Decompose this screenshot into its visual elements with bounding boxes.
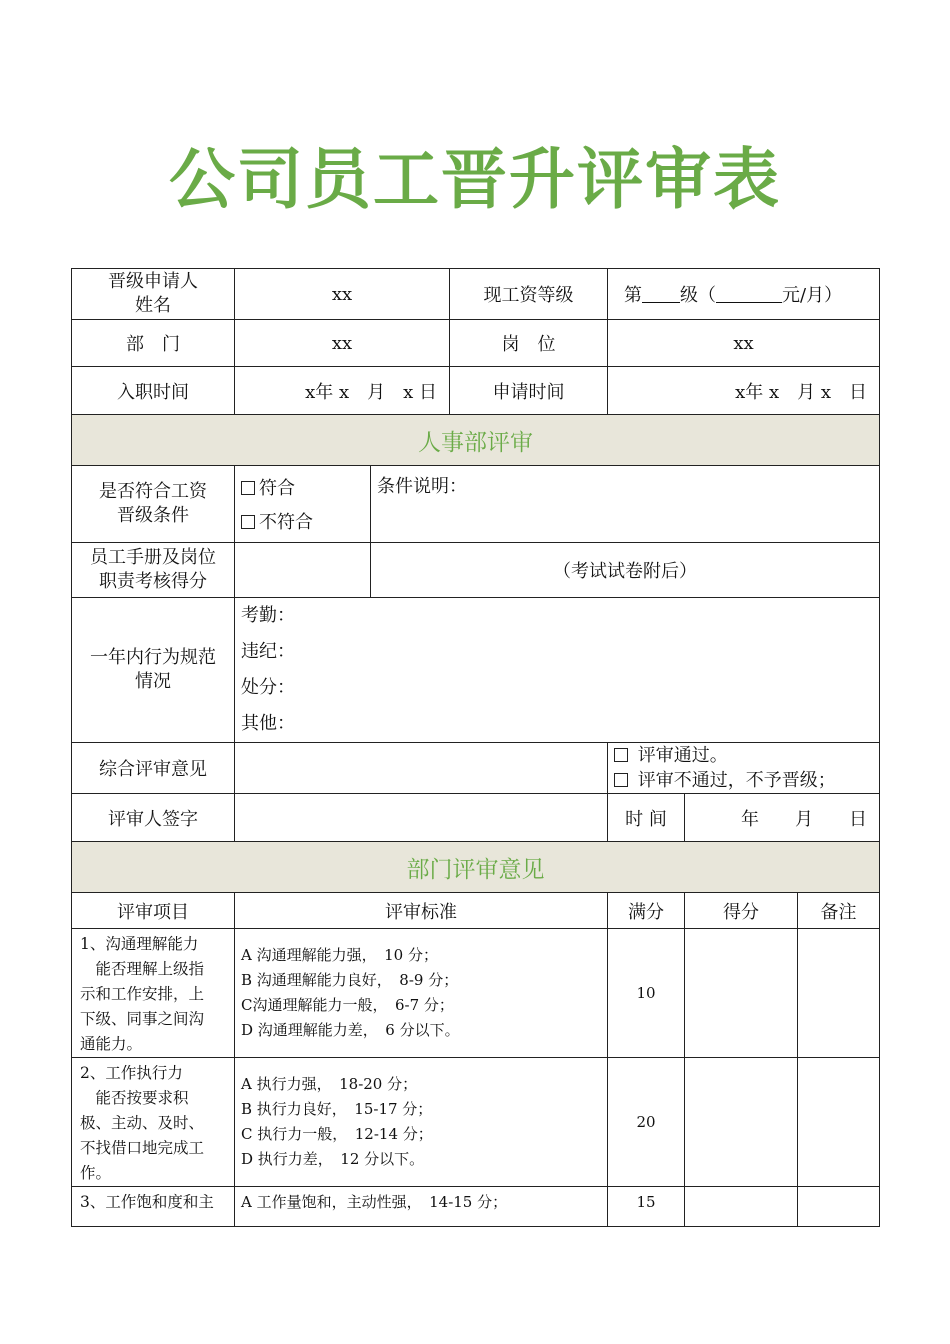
remarks-cell[interactable] [798,929,880,1058]
header-full-score: 满分 [608,893,685,929]
overall-opinion-label: 综合评审意见 [72,743,235,794]
score-cell[interactable] [685,929,798,1058]
header-review-item: 评审项目 [72,893,235,929]
penalty-field: 处分： [241,677,295,698]
behavior-label: 一年内行为规范 情况 [72,598,235,743]
department-label: 部 门 [72,320,235,367]
entry-date-value[interactable]: x年 x 月 x 日 [235,367,450,415]
score-cell[interactable] [685,1187,798,1227]
violation-field: 违纪： [241,641,295,662]
manual-score-label: 员工手册及岗位 职责考核得分 [72,543,235,598]
overall-opinion-options [608,743,880,794]
salary-grade-label: 现工资等级 [450,269,608,320]
applicant-name-value[interactable]: xx [235,269,450,320]
exam-note: （考试试卷附后） [371,543,880,598]
checkbox-icon[interactable] [241,515,255,529]
checkbox-icon[interactable] [614,773,628,787]
review-date-value[interactable]: 年 月 日 [685,794,880,842]
remarks-cell[interactable] [798,1187,880,1227]
page-title: 公司员工晋升评审表 [169,141,781,218]
review-criteria: A 沟通理解能力强， 10 分； B 沟通理解能力良好， 8-9 分； C沟通理解能力一般， 6-7 分； D 沟通理解能力差， 6 分以下。 [235,929,608,1058]
table-row [72,929,880,1058]
option-meets[interactable]: 符合 [241,472,364,506]
checkbox-icon[interactable] [614,748,628,762]
condition-options [235,466,371,543]
option-fail[interactable]: 评审不通过，不予晋级； [614,768,873,793]
header-remarks: 备注 [798,893,880,929]
full-score: 20 [608,1058,685,1187]
signer-value[interactable] [235,794,608,842]
review-item: 3、工作饱和度和主 [72,1187,235,1227]
condition-description[interactable]: 条件说明： [371,466,880,543]
remarks-cell[interactable] [798,1058,880,1187]
option-not-meets[interactable]: 不符合 [241,506,364,540]
applicant-name-label: 晋级申请人 姓名 [72,269,235,320]
review-criteria: A 工作量饱和，主动性强， 14-15 分； [235,1187,608,1227]
score-cell[interactable] [685,1058,798,1187]
option-pass[interactable]: 评审通过。 [614,743,873,768]
entry-date-label: 入职时间 [72,367,235,415]
behavior-details[interactable] [235,598,880,743]
review-criteria: A 执行力强， 18-20 分； B 执行力良好， 15-17 分； C 执行力一般， 12-14 分； D 执行力差， 12 分以下。 [235,1058,608,1187]
post-value[interactable]: xx [608,320,880,367]
full-score: 15 [608,1187,685,1227]
other-field: 其他： [241,713,295,734]
overall-opinion-value[interactable] [235,743,608,794]
header-review-criteria: 评审标准 [235,893,608,929]
full-score: 10 [608,929,685,1058]
apply-date-label: 申请时间 [450,367,608,415]
department-value[interactable]: xx [235,320,450,367]
review-item: 2、工作执行力 能否按要求积 极、主动、及时、 不找借口地完成工 作。 [72,1058,235,1187]
manual-score-value[interactable] [235,543,371,598]
review-item: 1、沟通理解能力 能否理解上级指 示和工作安排，上 下级、同事之间沟 通能力。 [72,929,235,1058]
table-row [72,1187,880,1227]
dept-review-section-header: 部门评审意见 [72,842,880,893]
table-row [72,1058,880,1187]
apply-date-value[interactable]: x年 x 月 x 日 [608,367,880,415]
salary-grade-value[interactable]: 第 级（ 元/月） [608,269,880,320]
header-score: 得分 [685,893,798,929]
post-label: 岗 位 [450,320,608,367]
checkbox-icon[interactable] [241,481,255,495]
attendance-field: 考勤： [241,605,295,626]
signer-label: 评审人签字 [72,794,235,842]
promotion-review-form [71,268,880,1227]
condition-label: 是否符合工资 晋级条件 [72,466,235,543]
hr-review-section-header: 人事部评审 [72,415,880,466]
time-label: 时 间 [608,794,685,842]
